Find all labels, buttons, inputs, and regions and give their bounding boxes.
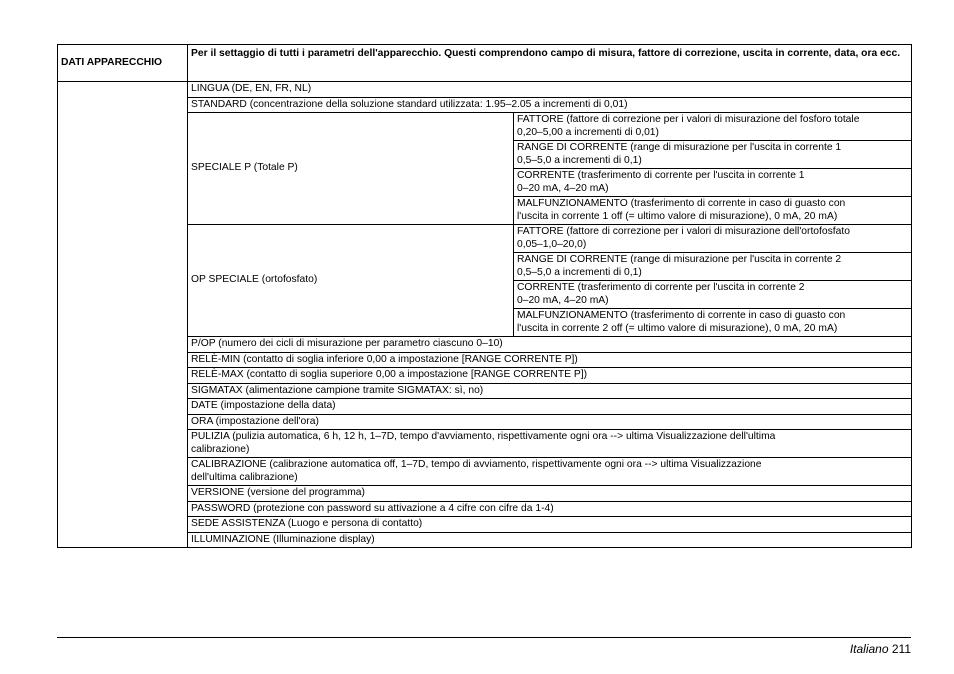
row-date: DATE (impostazione della data) — [188, 399, 912, 415]
row-ora: ORA (impostazione dell'ora) — [188, 414, 912, 430]
row-p-op: P/OP (numero dei cicli di misurazione per parametro ciascuno 0–10) — [188, 337, 912, 353]
row-pulizia: PULIZIA (pulizia automatica, 6 h, 12 h, 1–7D, tempo d'avviamento, rispettivamente ogni ora --> ultima Visualizzazione dell'ultima calibrazione) — [188, 430, 912, 458]
op-speciale-corrente: CORRENTE (trasferimento di corrente per l'uscita in corrente 2 0–20 mA, 4–20 mA) — [514, 281, 912, 309]
device-data-table — [57, 44, 912, 548]
table-row — [58, 82, 912, 98]
row-illuminazione: ILLUMINAZIONE (Illuminazione display) — [188, 532, 912, 548]
row-versione: VERSIONE (versione del programma) — [188, 486, 912, 502]
row-rele-max: RELÈ-MAX (contatto di soglia superiore 0,00 a impostazione [RANGE CORRENTE P]) — [188, 368, 912, 384]
speciale-p-corrente: CORRENTE (trasferimento di corrente per l'uscita in corrente 1 0–20 mA, 4–20 mA) — [514, 169, 912, 197]
row-lingua: LINGUA (DE, EN, FR, NL) — [188, 82, 912, 98]
table-header-row — [58, 45, 912, 82]
speciale-p-fattore: FATTORE (fattore di correzione per i valori di misurazione del fosforo totale 0,20–5,00 a incrementi di 0,01) — [514, 113, 912, 141]
speciale-p-malfunzionamento: MALFUNZIONAMENTO (trasferimento di corrente in caso di guasto con l'uscita in corrente 1 off (= ultimo valore di misurazione), 0 mA, 20 mA) — [514, 197, 912, 225]
row-sede-assistenza: SEDE ASSISTENZA (Luogo e persona di contatto) — [188, 517, 912, 533]
row-op-speciale: OP SPECIALE (ortofosfato) — [188, 225, 514, 337]
empty-label-cell — [58, 82, 188, 548]
row-speciale-p: SPECIALE P (Totale P) — [188, 113, 514, 225]
op-speciale-range: RANGE DI CORRENTE (range di misurazione per l'uscita in corrente 2 0,5–5,0 a incrementi di 0,1) — [514, 253, 912, 281]
page-number: 211 — [891, 642, 911, 656]
row-sigmatax: SIGMATAX (alimentazione campione tramite SIGMATAX: sì, no) — [188, 383, 912, 399]
row-standard: STANDARD (concentrazione della soluzione standard utilizzata: 1.95–2.05 a incrementi di 0,01) — [188, 97, 912, 113]
op-speciale-malfunzionamento: MALFUNZIONAMENTO (trasferimento di corrente in caso di guasto con l'uscita in corrente 2 off (= ultimo valore di misurazione), 0 mA, 20 mA) — [514, 309, 912, 337]
header-section-label: DATI APPARECCHIO — [58, 45, 188, 82]
footer-language: Italiano — [849, 642, 889, 656]
header-description: Per il settaggio di tutti i parametri dell'apparecchio. Questi comprendono campo di misura, fattore di correzione, uscita in corrente, data, ora ecc. — [188, 45, 912, 82]
op-speciale-fattore: FATTORE (fattore di correzione per i valori di misurazione dell'ortofosfato 0,05–1,0–20,0) — [514, 225, 912, 253]
page-footer — [850, 642, 911, 656]
row-rele-min: RELÈ-MIN (contatto di soglia inferiore 0,00 a impostazione [RANGE CORRENTE P]) — [188, 352, 912, 368]
speciale-p-range: RANGE DI CORRENTE (range di misurazione per l'uscita in corrente 1 0,5–5,0 a incrementi di 0,1) — [514, 141, 912, 169]
footer-divider — [57, 637, 911, 638]
row-password: PASSWORD (protezione con password su attivazione a 4 cifre con cifre da 1-4) — [188, 501, 912, 517]
row-calibrazione: CALIBRAZIONE (calibrazione automatica off, 1–7D, tempo di avviamento, rispettivamente ogni ora --> ultima Visualizzazione dell'ultima calibrazione) — [188, 458, 912, 486]
